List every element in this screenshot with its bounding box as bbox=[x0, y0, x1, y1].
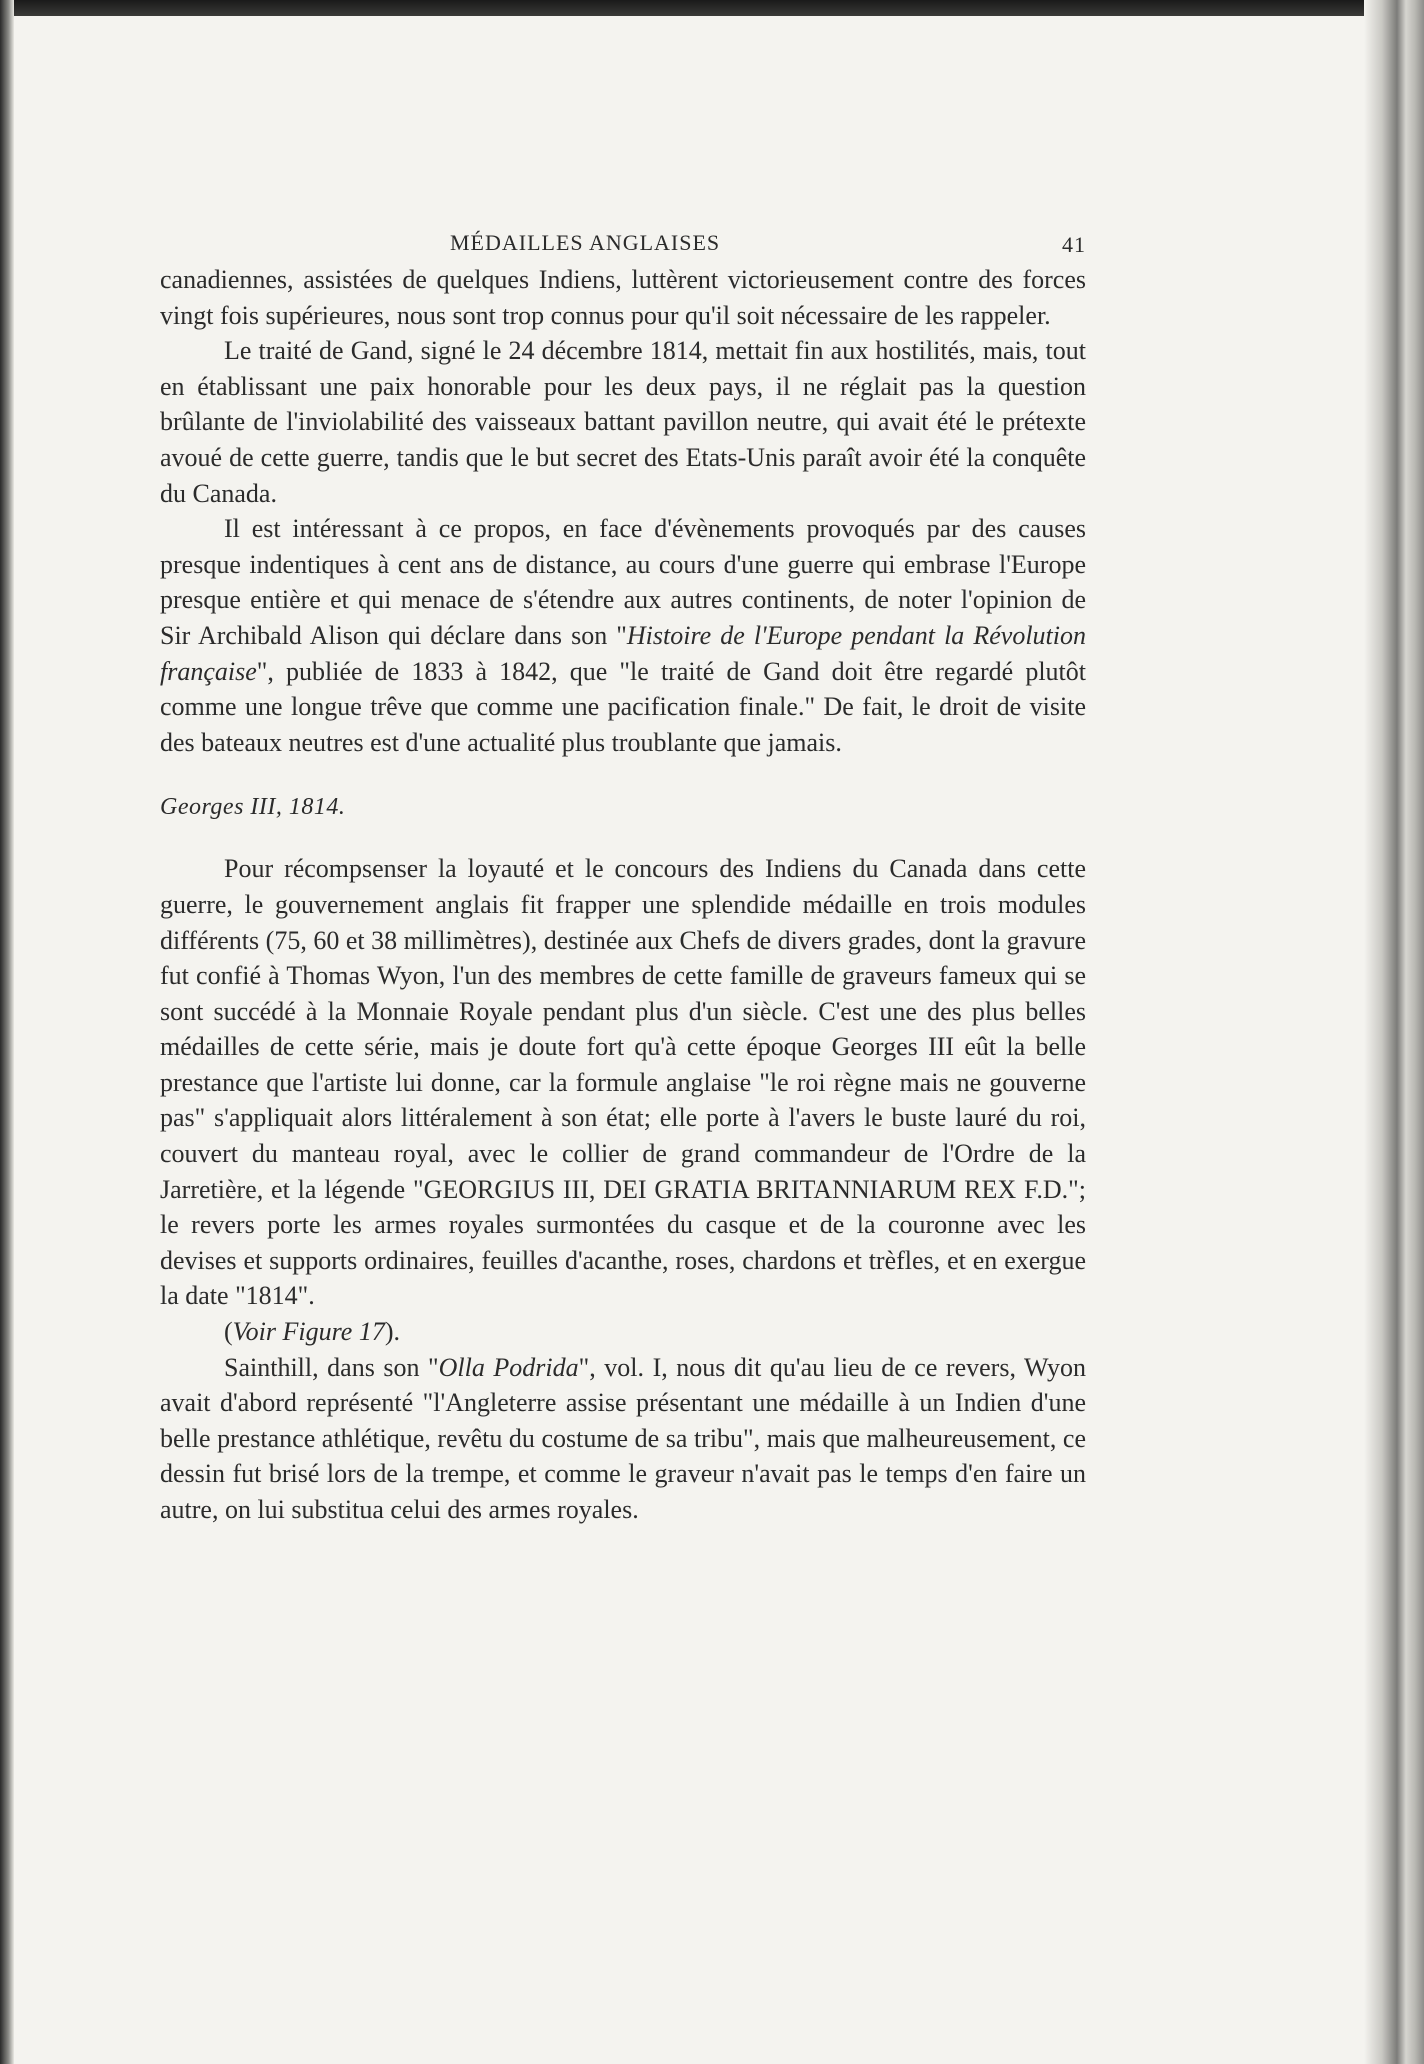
figure-reference bbox=[160, 1314, 1086, 1350]
paragraph-1: canadiennes, assistées de quelques Indiens, luttèrent victorieusement contre des forces vingt fois supérieures, nous sont trop connus pour qu'il soit nécessaire de les rappeler. bbox=[160, 265, 1086, 330]
scan-top-border bbox=[0, 0, 1424, 16]
section-heading: Georges III, 1814. bbox=[160, 794, 346, 821]
figure-reference-close: ). bbox=[384, 1317, 400, 1347]
paragraph-4: Pour récompsenser la loyauté et le concours des Indiens du Canada dans cette guerre, le gouvernement anglais fit frapper une splendide médaille en trois modules différents (75, 60 et 38 millimètres), destinée aux Chefs de divers grades, dont la gravure fut confié à Thomas Wyon, l'un des membres de cette famille de graveurs fameux qui se sont succédé à la Monnaie Royale pendant plus d'un siècle. C'est une des plus belles médailles de cette série, mais je doute fort qu'à cette époque Georges III eût la belle prestance que l'artiste lui donne, car la formule anglaise "le roi règne mais ne gouverne pas" s'appliquait alors littéralement à son état; elle porte à l'avers le buste lauré du roi, couvert du manteau royal, avec le collier de grand commandeur de l'Ordre de la Jarretière, et la légende "GEORGIUS III, DEI GRATIA BRITANNIARUM REX F.D."; le revers porte les armes royales surmontées du casque et de la couronne avec les devises et supports ordinaires, feuilles d'acanthe, roses, chardons et trèfles, et en exergue la date "1814". bbox=[160, 854, 1086, 1311]
paragraph-6-text-b: ", vol. I, nous dit qu'au lieu de ce revers, Wyon avait d'abord représenté "l'Angleterre assise présentant une médaille à un Indien d'une belle prestance athlétique, revêtu du costume de sa tribu", mais que malheureusement, ce dessin fut brisé lors de la trempe, et comme le graveur n'avait pas le temps d'en faire un autre, on lui substitua celui des armes royales. bbox=[160, 1352, 1086, 1524]
book-spine-edge bbox=[1364, 0, 1424, 2064]
figure-reference-open: ( bbox=[224, 1317, 233, 1347]
paragraph-3-text-b: ", publiée de 1833 à 1842, que "le traité de Gand doit être regardé plutôt comme une longue trêve que comme une pacification finale." De fait, le droit de visite des bateaux neutres est d'une actualité plus troublante que jamais. bbox=[160, 656, 1086, 757]
page-number: 41 bbox=[1062, 232, 1086, 257]
paragraph-6 bbox=[160, 1350, 1086, 1528]
running-header bbox=[160, 230, 1086, 262]
book-title-olla-podrida: Olla Podrida bbox=[438, 1352, 579, 1382]
figure-reference-text: Voir Figure 17 bbox=[232, 1317, 385, 1347]
paragraph-6-text-a: Sainthill, dans son " bbox=[224, 1352, 439, 1382]
running-title: MÉDAILLES ANGLAISES bbox=[450, 230, 721, 255]
page-body bbox=[160, 230, 1086, 1528]
paragraph-3-text-a: Il est intéressant à ce propos, en face d'évènements provoqués par des causes presque indentiques à cent ans de distance, au cours d'une guerre qui embrase l'Europe presque entière et qui menace de s'étendre aux autres continents, de noter l'opinion de Sir Archibald Alison qui déclare dans son " bbox=[160, 514, 1086, 650]
paragraph-2: Le traité de Gand, signé le 24 décembre 1814, mettait fin aux hostilités, mais, tout en établissant une paix honorable pour les deux pays, il ne réglait pas la question brûlante de l'inviolabilité des vaisseaux battant pavillon neutre, qui avait été le prétexte avoué de cette guerre, tandis que le but secret des Etats-Unis paraît avoir été la conquête du Canada. bbox=[160, 336, 1086, 508]
paragraph-3 bbox=[160, 511, 1086, 760]
scan-left-border bbox=[0, 0, 14, 2064]
book-title-histoire: Histoire de l'Europe pendant la Révolution française bbox=[160, 620, 1086, 686]
